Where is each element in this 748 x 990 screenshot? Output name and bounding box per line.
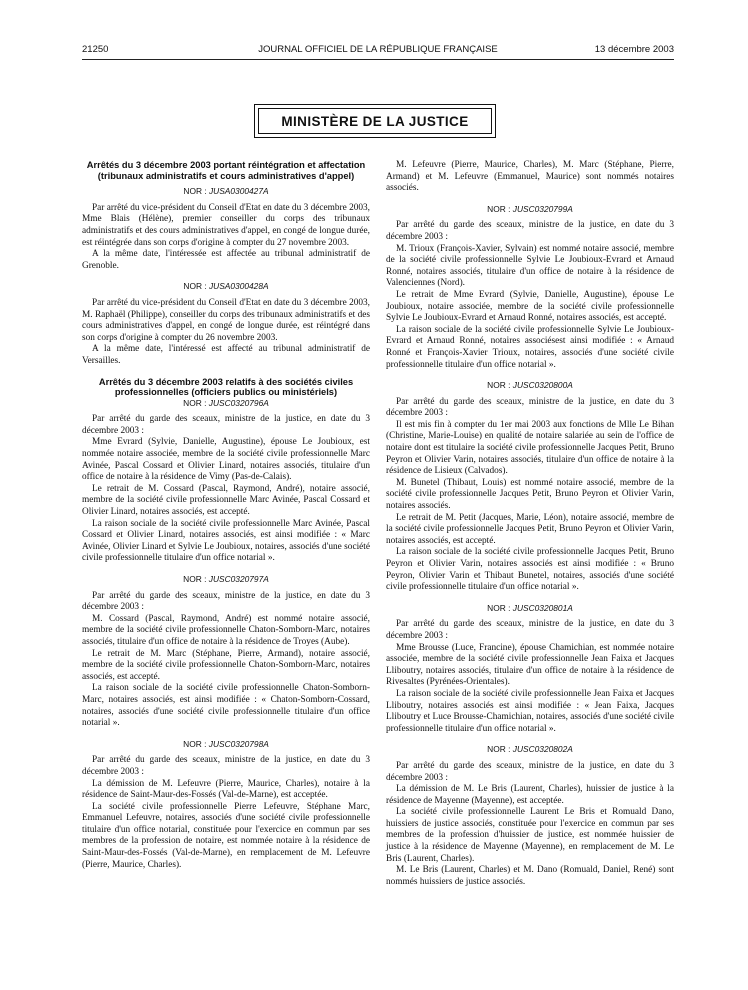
left-column: [82, 160, 370, 871]
paragraph: M. Bunetel (Thibaut, Louis) est nommé notaire associé, membre de la société civile professionnelle Jacques Petit, Bruno Peyron et Olivier Varin, notaires associés.: [386, 477, 674, 512]
paragraph: Le retrait de Mme Evrard (Sylvie, Danielle, Augustine), épouse Le Joubioux, notaire associée, membre de la société civile professionnelle Sylvie Le Joubioux-Evrard et Arnaud Ronné, notaires associés, est accepté.: [386, 289, 674, 324]
paragraph: Le retrait de M. Cossard (Pascal, Raymond, André), notaire associé, membre de la société civile professionnelle Marc Avinée, Pascal Cossard et Olivier Linard, notaires associés, est accepté.: [82, 483, 370, 518]
paragraph: Par arrêté du garde des sceaux, ministre de la justice, en date du 3 décembre 2003 :: [82, 590, 370, 613]
nor-reference: NOR : JUSA0300428A: [183, 281, 269, 292]
paragraph: Mme Brousse (Luce, Francine), épouse Chamichian, est nommée notaire associée, membre de la société civile professionnelle Jean Faixa et Jacques Lliboutry, notaires associés, titulaire d'un office de notaire à la résidence de Rivesaltes (Pyrénées-Orientales).: [386, 642, 674, 688]
paragraph: A la même date, l'intéressée est affectée au tribunal administratif de Grenoble.: [82, 249, 370, 271]
issue-date: 13 décembre 2003: [594, 44, 674, 55]
paragraph: Par arrêté du garde des sceaux, ministre de la justice, en date du 3 décembre 2003 :: [386, 619, 674, 641]
paragraph: Par arrêté du garde des sceaux, ministre de la justice, en date du 3 décembre 2003 :: [386, 396, 674, 419]
paragraph: La raison sociale de la société civile professionnelle Chaton-Somborn-Marc, notaires associés, est ainsi modifiée : « Chaton-Somborn-Cossard, notaires, associés d'une société civile professionnelle titulaire d'un office notarial ».: [82, 683, 370, 729]
paragraph: La raison sociale de la société civile professionnelle Sylvie Le Joubioux-Evrard et Arnaud Ronné, notaires associésest ainsi modifiée : « Arnaud Ronné et François-Xavier Trioux, notaires, associés d'une société civile professionnelle titulaire d'un office notarial ».: [386, 324, 674, 370]
nor-reference: NOR : JUSC0320796A: [183, 397, 269, 408]
ministry-title: MINISTÈRE DE LA JUSTICE: [258, 108, 492, 134]
paragraph: Il est mis fin à compter du 1er mai 2003 aux fonctions de Mlle Le Bihan (Christine, Marie-Louise) en qualité de notaire salariée au sein de l'office de notaire dont est titulaire la société civile professionnelle Jacques Petit, Bruno Peyron et Olivier Varin, notaires associés, titulaire d'un office de notaire à la résidence de Lisieux (Calvados).: [386, 419, 674, 477]
nor-reference: NOR : JUSC0320801A: [487, 602, 573, 613]
header-rule: [82, 59, 674, 60]
paragraph: M. Le Bris (Laurent, Charles) et M. Dano (Romuald, Daniel, René) sont nommés huissiers de justice associés.: [386, 865, 674, 887]
ministry-box: [254, 104, 496, 138]
paragraph: M. Lefeuvre (Pierre, Maurice, Charles), M. Marc (Stéphane, Pierre, Armand) et M. Lefeuvre (Emmanuel, Maurice) sont nommés notaires associés.: [386, 160, 674, 194]
paragraph: La raison sociale de la société civile professionnelle Jacques Petit, Bruno Peyron et Olivier Varin, notaires associés est ainsi modifiée : « Bruno Peyron, Olivier Varin et Thibaut Bunetel, notaires, associés d'une société civile professionnelle titulaire d'un office notarial ».: [386, 547, 674, 593]
nor-reference: NOR : JUSA0300427A: [183, 186, 269, 197]
nor-reference: NOR : JUSC0320800A: [487, 380, 573, 391]
nor-reference: NOR : JUSC0320798A: [183, 738, 269, 749]
paragraph: Par arrêté du garde des sceaux, ministre de la justice, en date du 3 décembre 2003 :: [82, 414, 370, 436]
running-header: [82, 44, 674, 60]
paragraph: La société civile professionnelle Pierre Lefeuvre, Stéphane Marc, Emmanuel Lefeuvre, notaires, associés d'une société civile professionnelle titulaire d'un office notarial, constituée pour l'exercice en commun par ses membres de la profession de notaire, est nommée notaire à la résidence de Saint-Maur-des-Fossés (Val-de-Marne), en remplacement de M. Lefeuvre (Pierre, Maurice, Charles).: [82, 801, 370, 870]
paragraph: Par arrêté du garde des sceaux, ministre de la justice, en date du 3 décembre 2003 :: [386, 220, 674, 242]
paragraph: Mme Evrard (Sylvie, Danielle, Augustine), épouse Le Joubioux, est nommée notaire associée, membre de la société civile professionnelle Marc Avinée, Pascal Cossard et Olivier Linard, notaires associés, titulaire d'un office de notaire à la résidence de Vimy (Pas-de-Calais).: [82, 437, 370, 483]
paragraph: M. Cossard (Pascal, Raymond, André) est nommé notaire associé, membre de la société civile professionnelle Chaton-Somborn-Marc, notaires associés, titulaire d'un office de notaire à la résidence de Troyes (Aube).: [82, 613, 370, 647]
paragraph: Par arrêté du garde des sceaux, ministre de la justice, en date du 3 décembre 2003 :: [82, 755, 370, 777]
journal-title: JOURNAL OFFICIEL DE LA RÉPUBLIQUE FRANÇAISE: [258, 44, 498, 55]
paragraph: M. Trioux (François-Xavier, Sylvain) est nommé notaire associé, membre de la société civile professionnelle Sylvie Le Joubioux-Evrard et Arnaud Ronné, notaires associés, titulaire d'un office de notaire à la résidence de Valenciennes (Nord).: [386, 243, 674, 289]
paragraph: La démission de M. Lefeuvre (Pierre, Maurice, Charles), notaire à la résidence de Saint-Maur-des-Fossés (Val-de-Marne), est acceptée.: [82, 778, 370, 801]
section-title: Arrêtés du 3 décembre 2003 relatifs à des sociétés civiles professionnelles (officiers publics ou ministériels): [98, 376, 354, 398]
page-number: 21250: [82, 44, 109, 55]
paragraph: La société civile professionnelle Laurent Le Bris et Romuald Dano, huissiers de justice associés, constituée pour l'exercice en commun par ses membres de la profession d'huissier de justice, est nommée huissier de justice à la résidence de Mayenne (Mayenne), en remplacement de M. Le Bris (Laurent, Charles).: [386, 807, 674, 864]
nor-reference: NOR : JUSC0320797A: [183, 574, 269, 584]
section-title: Arrêtés du 3 décembre 2003 portant réintégration et affectation (tribunaux administratifs et cours administratives d'appel): [86, 160, 366, 181]
paragraph: Le retrait de M. Petit (Jacques, Marie, Léon), notaire associé, membre de la société civile professionnelle Jacques Petit, Bruno Peyron et Olivier Varin, notaires associés, est accepté.: [386, 512, 674, 546]
nor-reference: NOR : JUSC0320799A: [487, 203, 573, 214]
paragraph: Par arrêté du vice-président du Conseil d'Etat en date du 3 décembre 2003, Mme Blais (Hélène), premier conseiller du corps des tribunaux administratifs et des cours administratives d'appel, en congé de longue durée, est réintégrée dans son corps d'origine à compter du 27 novembre 2003.: [82, 202, 370, 248]
paragraph: Le retrait de M. Marc (Stéphane, Pierre, Armand), notaire associé, membre de la société civile professionnelle Chaton-Somborn-Marc, notaires associés, est accepté.: [82, 648, 370, 682]
paragraph: A la même date, l'intéressé est affecté au tribunal administratif de Versailles.: [82, 344, 370, 366]
nor-reference: NOR : JUSC0320802A: [487, 744, 573, 755]
paragraph: La raison sociale de la société civile professionnelle Jean Faixa et Jacques Lliboutry, notaires associés est ainsi modifiée : « Jean Faixa, Jacques Lliboutry et Luce Brousse-Chamichian, notaires, associés d'une société civile professionnelle titulaire d'un office notarial ».: [386, 688, 674, 734]
right-column: [386, 160, 674, 888]
paragraph: Par arrêté du garde des sceaux, ministre de la justice, en date du 3 décembre 2003 :: [386, 760, 674, 783]
paragraph: Par arrêté du vice-président du Conseil d'Etat en date du 3 décembre 2003, M. Raphaël (Philippe), conseiller du corps des tribunaux administratifs et des cours administratives d'appel, en congé de longue durée, est réintégré dans son corps d'origine à compter du 26 novembre 2003.: [82, 297, 370, 343]
paragraph: La démission de M. Le Bris (Laurent, Charles), huissier de justice à la résidence de Mayenne (Mayenne), est acceptée.: [386, 784, 674, 806]
paragraph: La raison sociale de la société civile professionnelle Marc Avinée, Pascal Cossard et Olivier Linard, notaires associés, est ainsi modifiée : « Marc Avinée, Olivier Linard et Sylvie Le Joubioux, notaires, associés d'une société civile professionnelle titulaire d'un office notarial ».: [82, 518, 370, 564]
